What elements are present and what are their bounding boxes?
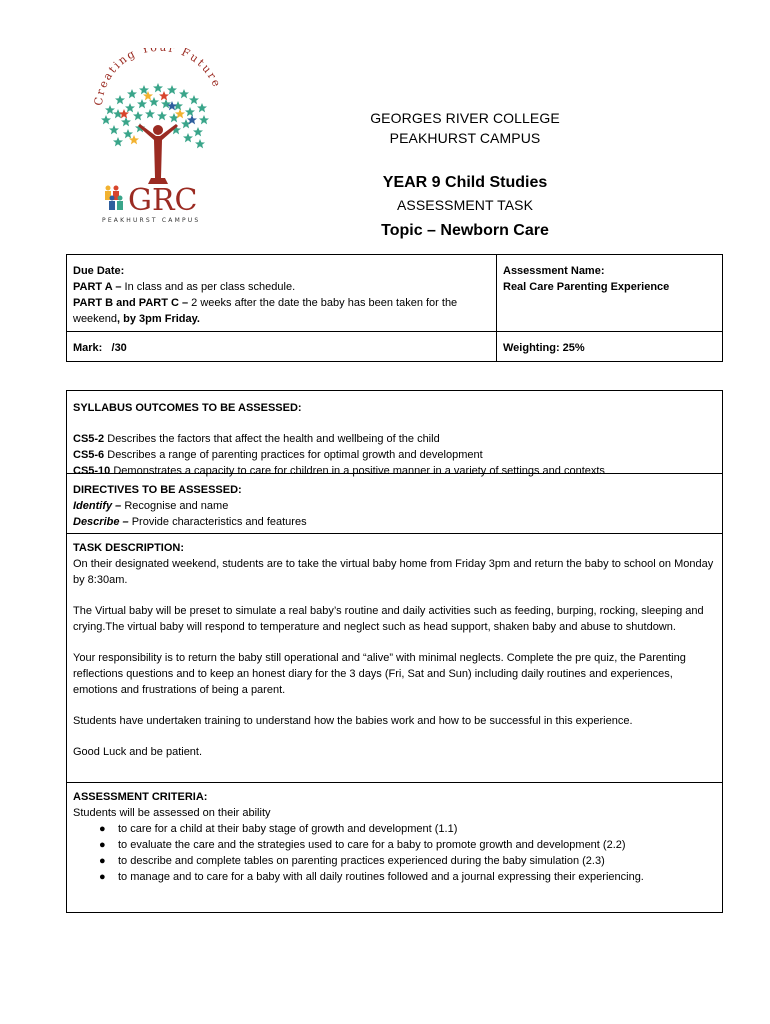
due-date-cell — [67, 255, 497, 332]
task-heading: TASK DESCRIPTION: — [73, 542, 185, 554]
directives-heading: DIRECTIVES TO BE ASSESSED: — [73, 484, 242, 496]
assessment-details-box — [66, 390, 723, 913]
weighting-cell: Weighting: 25% — [497, 332, 723, 362]
part-bc-line: PART B and PART C – 2 weeks after the date the baby has been taken for the weekend, by 3pm Friday. — [73, 297, 458, 325]
syllabus-heading: SYLLABUS OUTCOMES TO BE ASSESSED: — [73, 402, 302, 414]
college-name: GEORGES RIVER COLLEGE — [370, 110, 560, 126]
directive-item: Describe – Provide characteristics and features — [73, 516, 307, 528]
tree-logo-icon — [88, 48, 228, 223]
criteria-heading: ASSESSMENT CRITERIA: — [73, 791, 208, 803]
task-paragraph: The Virtual baby will be preset to simulate a real baby’s routine and daily activities such as feeding, burping, rocking, sleeping and crying.The virtual baby will respond to temperature and neglect such as head support, shaken baby and abuse to shutdown. — [73, 605, 704, 633]
assessment-name-value: Real Care Parenting Experience — [503, 281, 670, 293]
directives-section — [67, 474, 722, 534]
list-item: ● to evaluate the care and the strategies used to care for a baby to promote growth and development (2.2) — [99, 839, 626, 851]
bullet-icon: ● — [99, 871, 106, 883]
syllabus-section — [67, 391, 722, 477]
logo-grc-text: GRC — [128, 183, 198, 218]
outcome-item: CS5-10 Demonstrates a capacity to care for children in a positive manner in a variety of settings and contexts — [73, 465, 605, 477]
assessment-name-cell — [497, 255, 723, 332]
assessment-info-table — [66, 254, 723, 362]
task-paragraph: Your responsibility is to return the baby still operational and “alive” with minimal neglects. Complete the pre quiz, the Parenting reflections questions and to keep an honest diary for the 3 days (Fri, Sat and Sun) including daily routines and experiences, emotions and frustrations of being a parent. — [73, 652, 686, 696]
list-item: ● to manage and to care for a baby with all daily routines followed and a journal expressing their experiencing. — [99, 871, 644, 883]
campus-name: PEAKHURST CAMPUS — [389, 130, 541, 146]
college-header — [300, 108, 630, 148]
task-paragraph: Good Luck and be patient. — [73, 746, 203, 758]
bullet-icon: ● — [99, 839, 106, 851]
logo-arc-text: Creating Y r Future — [91, 48, 224, 107]
bullet-icon: ● — [99, 823, 106, 835]
assessment-name-label: Assessment Name: — [503, 265, 605, 277]
task-paragraph: Students have undertaken training to understand how the babies work and how to be successful in this experience. — [73, 715, 633, 727]
criteria-intro: Students will be assessed on their ability — [73, 807, 271, 819]
part-a-line: PART A – In class and as per class schedule. — [73, 281, 296, 293]
outcome-item: CS5-6 Describes a range of parenting practices for optimal growth and development — [73, 449, 483, 461]
directive-item: Identify – Recognise and name — [73, 500, 229, 512]
criteria-list — [73, 821, 716, 885]
topic-title: Topic – Newborn Care — [381, 222, 549, 239]
mark-cell: Mark: /30 — [67, 332, 497, 362]
task-description-section — [67, 534, 722, 783]
logo-campus-text: PEAKHURST CAMPUS — [102, 217, 201, 223]
bullet-icon: ● — [99, 855, 106, 867]
task-paragraph: On their designated weekend, students are to take the virtual baby home from Friday 3pm and return the baby to school on Monday by 8:30am. — [73, 558, 714, 586]
outcome-item: CS5-2 Describes the factors that affect the health and wellbeing of the child — [73, 433, 440, 445]
due-date-label: Due Date: — [73, 265, 125, 277]
list-item: ● to describe and complete tables on parenting practices experienced during the baby simulation (2.3) — [99, 855, 605, 867]
course-title: YEAR 9 Child Studies — [382, 174, 548, 191]
list-item: ● to care for a child at their baby stage of growth and development (1.1) — [99, 823, 458, 835]
criteria-section — [67, 783, 722, 889]
task-header — [300, 173, 630, 241]
task-subtitle: ASSESSMENT TASK — [396, 197, 534, 213]
grc-logo — [88, 48, 228, 223]
